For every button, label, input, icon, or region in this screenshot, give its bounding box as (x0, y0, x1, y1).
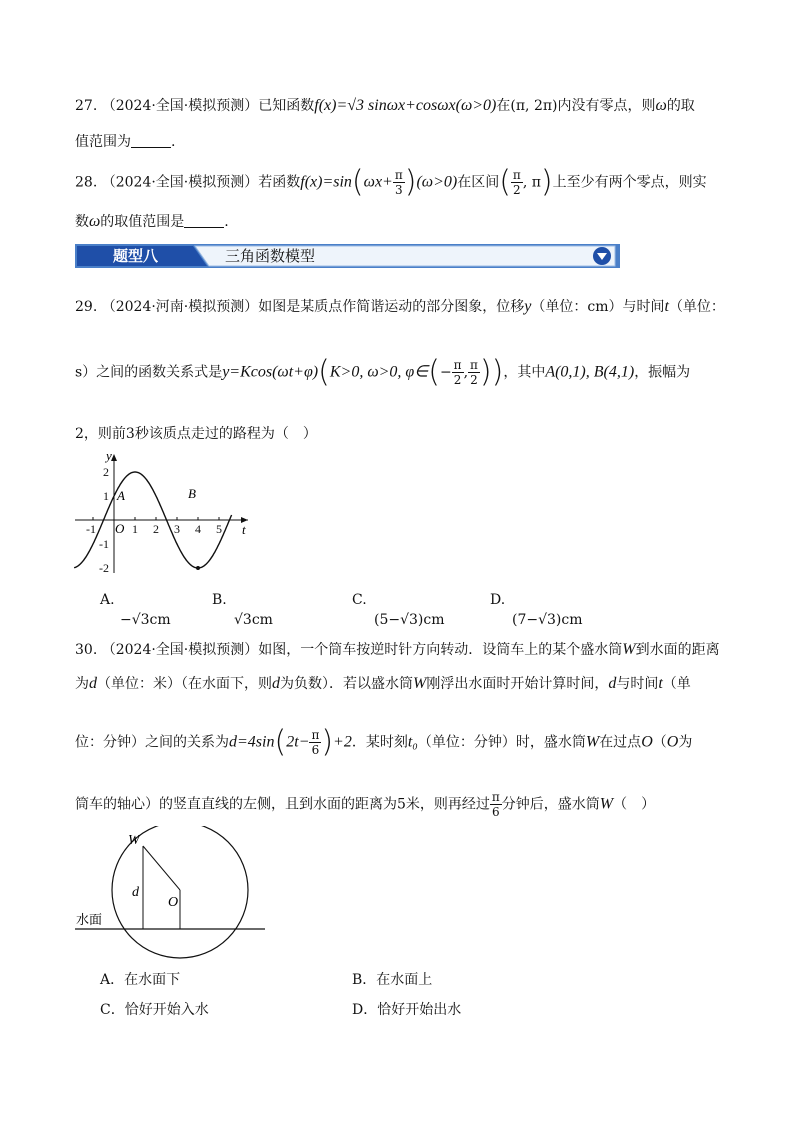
q28-line-2: 数ω的取值范围是 . (75, 213, 229, 230)
fraction-pi-over-6: $\frac{\pi}{6}$ (311, 728, 320, 757)
section-title: 三角函数模型 (225, 247, 316, 265)
label-o: O (168, 895, 179, 910)
q29-line-2: s）之间的函数关系式是y=Kcos(ωt+φ)(K>0, ω>0, φ∈(− $\frac{\pi}{2}$ , $\frac{\pi}{2}$ ))，其中A(0,1), B(4,1)，振幅为 (75, 354, 691, 390)
fraction-pi-over-2: $\frac{\pi}{2}$ (453, 358, 462, 387)
point-b-label: B (188, 486, 196, 501)
y-axis-arrow (111, 454, 117, 461)
q29-option-b[interactable]: B. √3cm (212, 592, 273, 628)
fraction-pi-over-6: $\frac{\pi}{6}$ (491, 790, 500, 819)
q27-function: f(x)=√3 sinωx+cosωx(ω>0) (314, 97, 497, 114)
q29-line-1: 29. （2024·河南·模拟预测）如图是某质点作简谐运动的部分图象，位移y（单位：cm）与时间t（单位： (75, 298, 725, 315)
section-banner (75, 242, 620, 270)
y-tick-label: 1 (103, 489, 109, 503)
radius-line (143, 846, 180, 890)
q30-line-3: 位：分钟）之间的关系为d=4sin(2t− $\frac{\pi}{6}$ )+2．某时刻t₀（单位：分钟）时，盛水筒W在过点O（O为 (75, 724, 693, 760)
q27-line-2: 值范围为 . (75, 134, 176, 150)
y-axis-label: y (106, 448, 112, 463)
x-axis-label: t (242, 522, 246, 537)
section-label: 题型八 (113, 247, 159, 265)
q30-line-2: 为d（单位：米）（在水面下，则d为负数）．若以盛水筒W刚浮出水面时开始计算时间，d与时间t（单 (75, 675, 691, 692)
q29-option-c[interactable]: C. (5−√3)cm (352, 592, 445, 628)
q27-line-1: 27. （2024·全国·模拟预测）已知函数f(x)=√3 sinωx+cosωx(ω>0)在(π, 2π)内没有零点，则ω的取 (75, 97, 695, 114)
q30-option-d[interactable]: D．恰好开始出水 (352, 1002, 462, 1018)
q30-option-c[interactable]: C．恰好开始入水 (100, 1002, 209, 1018)
origin-label: O (115, 521, 125, 536)
fraction-pi-over-2: $\frac{\pi}{2}$ (512, 168, 521, 197)
q27-interval: (π, 2π) (510, 98, 558, 114)
q29-graph (70, 448, 260, 578)
x-tick-label: 4 (195, 522, 201, 536)
label-d: d (132, 885, 139, 900)
point-b (196, 566, 200, 570)
x-tick-label: 3 (174, 522, 180, 536)
q30-line-1: 30. （2024·全国·模拟预测）如图，一个筒车按逆时针方向转动．设筒车上的某个盛水筒W到水面的距离 (75, 641, 720, 658)
fraction-pi-over-3: $\frac{\pi}{3}$ (394, 168, 403, 197)
q29-option-a[interactable]: A. −√3cm (100, 592, 171, 628)
label-water-surface: 水面 (76, 913, 103, 928)
q30-option-a[interactable]: A．在水面下 (100, 972, 181, 988)
x-tick-label: 2 (153, 522, 159, 536)
x-tick-label: 1 (132, 522, 138, 536)
y-tick-label: -1 (99, 537, 109, 551)
q29-option-d[interactable]: D. (7−√3)cm (490, 592, 583, 628)
y-tick-label: 2 (103, 465, 109, 479)
q30-line-4: 筒车的轴心）的竖直直线的左侧，且到水面的距离为5米，则再经过 $\frac{\pi}{6}$ 分钟后，盛水筒W（ ） (75, 790, 656, 819)
x-tick-label: 5 (216, 522, 222, 536)
q30-figure (70, 826, 270, 966)
q28-line-1: 28. （2024·全国·模拟预测）若函数f(x)=sin(ωx+ $\frac{\pi}{3}$ )(ω>0)在区间( $\frac{\pi}{2}$ , π)上至少有两个零点，则实 (75, 164, 707, 200)
fraction-pi-over-2: $\frac{\pi}{2}$ (470, 358, 478, 387)
answer-blank (131, 133, 171, 148)
q30-option-b[interactable]: B．在水面上 (352, 972, 433, 988)
y-tick-label: -2 (99, 561, 109, 575)
x-tick-label: -1 (86, 522, 96, 536)
label-w: W (128, 833, 140, 848)
point-a-label: A (117, 488, 125, 503)
answer-blank (184, 213, 224, 228)
q29-line-3: 2，则前3秒该质点走过的路程为（ ） (75, 426, 317, 442)
